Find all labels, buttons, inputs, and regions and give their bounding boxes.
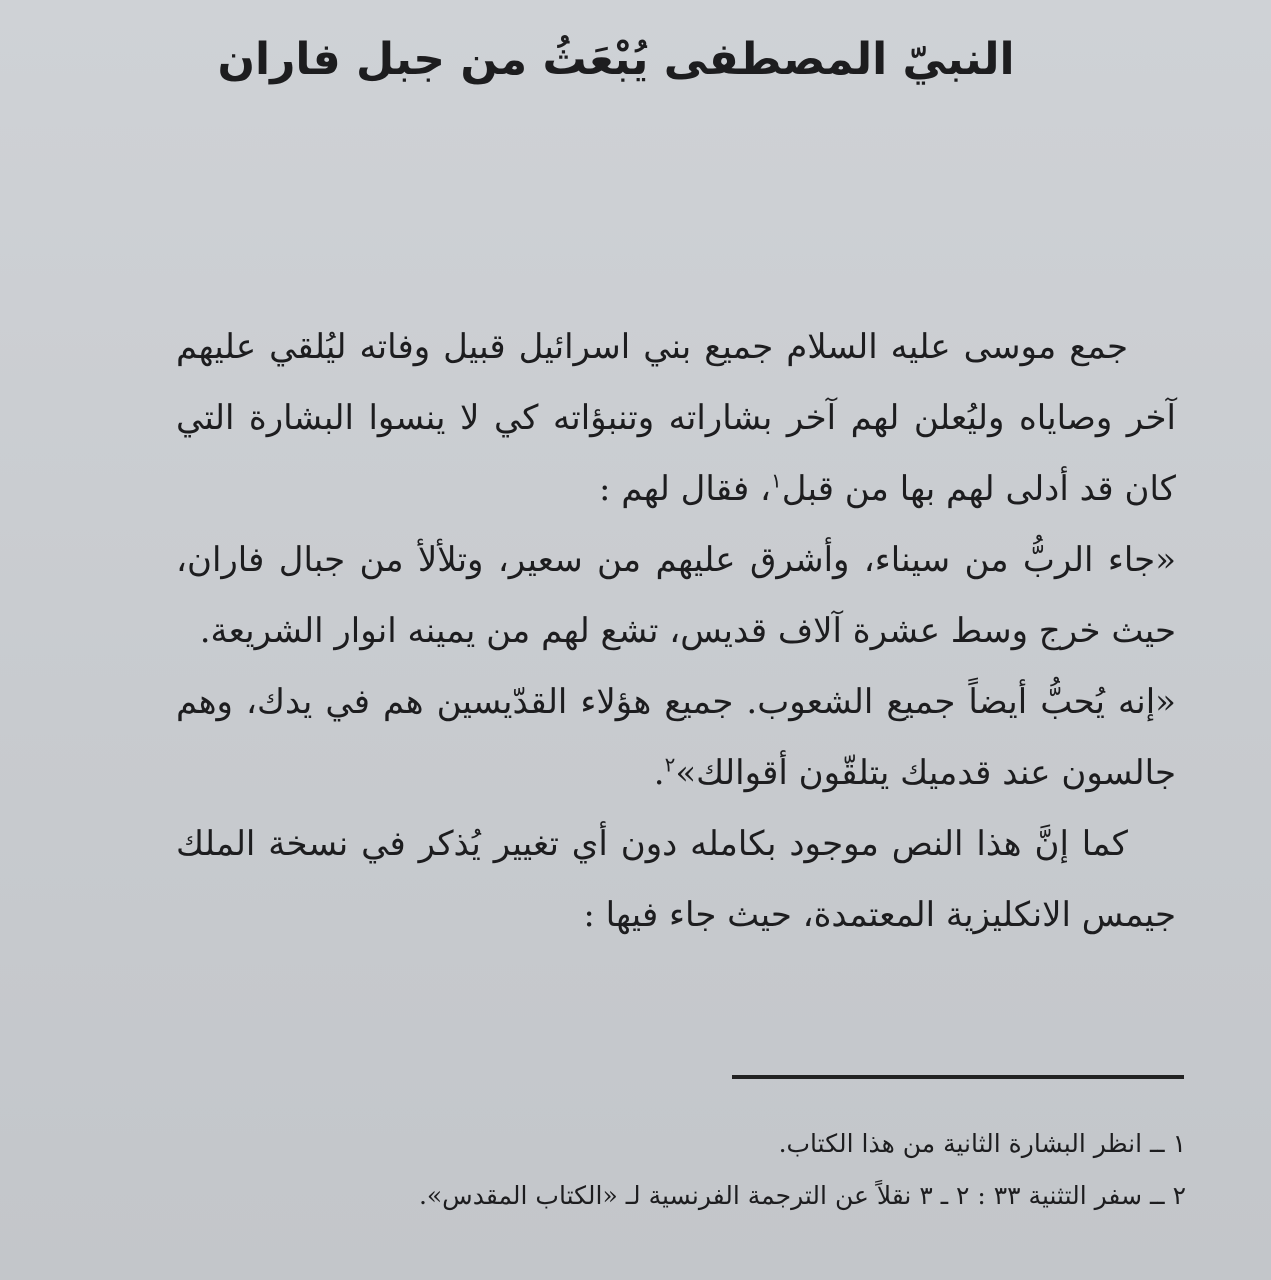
footnote-separator xyxy=(732,1075,1184,1079)
footnote-ref-2: ٢ xyxy=(664,752,676,777)
chapter-title-line-1: النبيّ المصطفى يُبْعَثُ xyxy=(542,34,1015,85)
paragraph-intro xyxy=(176,312,1176,525)
paragraph-intro-text: جمع موسى عليه السلام جميع بني اسرائيل قبيل وفاته ليُلقي عليهم آخر وصاياه وليُعلن لهم آخر بشاراته وتنبؤاته كي لا ينسوا البشارة التي كان قد أدلى لهم بها من قبل xyxy=(176,327,1176,509)
paragraph-intro-tail: ، فقال لهم : xyxy=(598,469,771,509)
footnotes xyxy=(286,1118,1186,1222)
paragraph-conclusion: كما إنَّ هذا النص موجود بكامله دون أي تغيير يُذكر في نسخة الملك جيمس الانكليزية المعتمدة، حيث جاء فيها : xyxy=(176,824,1176,935)
paragraph-quote-2 xyxy=(176,667,1176,809)
chapter-title-line-2: من جبل فاران xyxy=(217,34,528,85)
chapter-title xyxy=(216,30,1016,90)
body-text xyxy=(176,312,1176,951)
footnote-ref-1: ١ xyxy=(770,468,782,493)
footnote-1: ١ ــ انظر البشارة الثانية من هذا الكتاب. xyxy=(778,1129,1186,1158)
paragraph-quote-2-tail: . xyxy=(653,753,665,793)
paragraph-quote-2-text: «إنه يُحبُّ أيضاً جميع الشعوب. جميع هؤلاء القدّيسين هم في يدك، وهم جالسون عند قدميك يتلقّون أقوالك» xyxy=(176,682,1176,793)
paragraph-quote-1: «جاء الربُّ من سيناء، وأشرق عليهم من سعير، وتلألأ من جبال فاران، حيث خرج وسط عشرة آلاف قديس، تشع لهم من يمينه انوار الشريعة. xyxy=(176,540,1176,651)
footnote-2: ٢ ــ سفر التثنية ٣٣ : ٢ ـ ٣ نقلاً عن الترجمة الفرنسية لـ «الكتاب المقدس». xyxy=(418,1181,1186,1210)
